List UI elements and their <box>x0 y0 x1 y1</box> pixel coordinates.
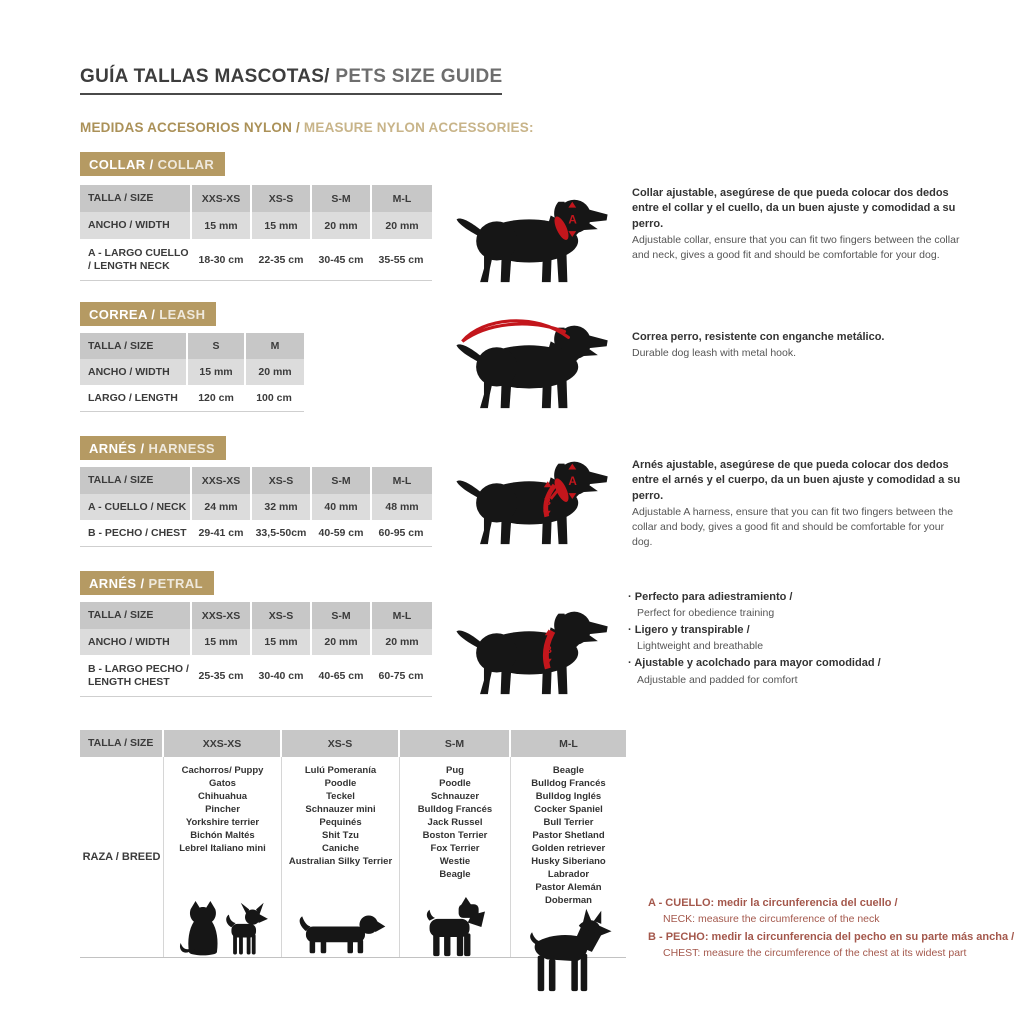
breed-name: Chihuahua <box>197 791 248 802</box>
breed-name: Pincher <box>205 804 240 815</box>
subtitle-spanish: MEDIDAS ACCESORIOS NYLON / <box>80 120 300 135</box>
feature-english: Perfect for obedience training <box>637 607 775 620</box>
breed-name: Pequinés <box>319 817 362 828</box>
header-cell: M-L <box>392 474 412 487</box>
collar-description <box>632 186 964 263</box>
table-row <box>80 385 304 412</box>
page-subtitle <box>80 120 534 135</box>
table-header-row <box>80 185 432 212</box>
header-cell: XS-S <box>282 730 400 757</box>
breed-name: Labrador <box>547 869 590 880</box>
petral-chest-letter: B <box>544 644 552 656</box>
value-cell: 48 mm <box>385 501 419 513</box>
header-cell: XS-S <box>252 467 312 494</box>
value-cell: 15 mm <box>252 212 312 239</box>
harness-size-table <box>80 467 432 547</box>
breed-name: Yorkshire terrier <box>185 817 260 828</box>
breed-name: Doberman <box>545 895 592 906</box>
collar-measure-letter: A <box>568 213 577 227</box>
value-cell: 15 mm <box>192 212 252 239</box>
table-row <box>80 494 432 520</box>
header-cell: XXS-XS <box>192 602 252 629</box>
breed-name: Lebrel Italiano mini <box>179 843 266 854</box>
value-cell: 120 cm <box>188 385 246 411</box>
value-cell: 20 mm <box>258 366 292 378</box>
breed-column-m-l <box>511 757 626 957</box>
badge-label-en: HARNESS <box>148 441 215 456</box>
collar-section-badge <box>80 152 225 176</box>
feature-spanish: · Perfecto para adiestramiento / <box>628 590 973 605</box>
description-english: Durable dog leash with metal hook. <box>632 347 797 360</box>
value-cell: 20 mm <box>312 212 372 239</box>
note-spanish: A - CUELLO: medir la circunferencia del cuello / <box>648 897 898 909</box>
header-cell: XS-S <box>252 185 312 212</box>
breed-name: Schnauzer <box>430 791 480 802</box>
title-spanish: GUÍA TALLAS MASCOTAS/ <box>80 66 330 87</box>
feature-english: Lightweight and breathable <box>637 640 764 653</box>
row-label: LARGO / LENGTH <box>80 385 188 411</box>
breed-name: Caniche <box>322 843 359 854</box>
header-cell: S-M <box>400 730 511 757</box>
header-cell: TALLA / SIZE <box>80 185 192 212</box>
measuring-notes <box>648 896 1020 964</box>
row-label: B - LARGO PECHO / LENGTH CHEST <box>80 655 192 696</box>
header-cell: M-L <box>392 609 412 622</box>
breed-name: Fox Terrier <box>430 843 480 854</box>
feature-item <box>628 623 973 654</box>
breed-name: Poodle <box>324 778 357 789</box>
breed-name: Golden retriever <box>531 843 606 854</box>
doberman-silhouette <box>523 907 615 993</box>
value-cell: 33,5-50cm <box>252 520 312 546</box>
feature-spanish: · Ligero y transpirable / <box>628 623 973 638</box>
harness-description <box>632 458 964 549</box>
value-cell: 25-35 cm <box>192 655 252 696</box>
breed-table-header <box>80 730 626 757</box>
description-spanish: Collar ajustable, asegúrese de que pueda colocar dos dedos entre el collar y el cuello, da un buen ajuste y comodidad a su perro. <box>632 187 956 230</box>
row-label: B - PECHO / CHEST <box>80 520 192 546</box>
title-english: PETS SIZE GUIDE <box>335 66 503 87</box>
breed-size-table <box>80 730 626 958</box>
leash-description <box>632 330 964 361</box>
header-cell: XS-S <box>252 602 312 629</box>
header-cell: M-L <box>392 192 412 205</box>
breed-name: Bulldog Francés <box>531 778 606 789</box>
note-english: CHEST: measure the circumference of the chest at its widest part <box>663 947 967 960</box>
note-item <box>648 896 1020 927</box>
header-cell: TALLA / SIZE <box>80 730 164 757</box>
leash-section-badge <box>80 302 216 326</box>
breed-name: Teckel <box>326 791 355 802</box>
table-row <box>80 239 432 281</box>
dog-with-leash-illustration <box>452 306 620 414</box>
value-cell: 32 mm <box>252 494 312 520</box>
breed-name: Boston Terrier <box>422 830 488 841</box>
breed-column-xxs-xs <box>164 757 282 957</box>
dog-with-collar-illustration <box>452 188 620 288</box>
note-english: NECK: measure the circumference of the neck <box>663 912 880 925</box>
breed-name: Schnauzer mini <box>305 804 376 815</box>
badge-label-en: COLLAR <box>157 157 215 172</box>
page-title <box>80 66 502 95</box>
leash-strap-marker <box>462 321 568 342</box>
value-cell: 40-65 cm <box>312 655 372 696</box>
table-row <box>80 212 432 239</box>
breed-name: Bull Terrier <box>543 817 594 828</box>
breed-name: Jack Russel <box>427 817 483 828</box>
header-cell: S-M <box>312 602 372 629</box>
harness-section-badge <box>80 436 226 460</box>
value-cell: 15 mm <box>252 629 312 655</box>
schnauzer-silhouette <box>424 897 486 957</box>
value-cell: 20 mm <box>312 629 372 655</box>
badge-label-en: PETRAL <box>148 576 203 591</box>
header-cell: S-M <box>312 467 372 494</box>
table-header-row <box>80 467 432 494</box>
collar-size-table <box>80 185 432 281</box>
header-cell: TALLA / SIZE <box>80 333 188 359</box>
breed-name: Pug <box>446 765 464 776</box>
breed-name: Gatos <box>209 778 236 789</box>
header-cell: TALLA / SIZE <box>80 602 192 629</box>
breed-name: Cachorros/ Puppy <box>181 765 264 776</box>
value-cell: 29-41 cm <box>192 520 252 546</box>
breed-name: Bulldog Francés <box>417 804 493 815</box>
feature-item <box>628 656 973 687</box>
value-cell: 30-40 cm <box>252 655 312 696</box>
harness-chest-letter: B <box>543 496 551 508</box>
breed-name: Pastor Alemán <box>535 882 602 893</box>
header-cell: XXS-XS <box>192 185 252 212</box>
header-cell: M-L <box>559 737 578 750</box>
breed-name: Shit Tzu <box>322 830 359 841</box>
table-row <box>80 359 304 385</box>
value-cell: 15 mm <box>192 629 252 655</box>
badge-label-es: COLLAR / <box>89 157 154 172</box>
value-cell: 24 mm <box>192 494 252 520</box>
breed-name: Pastor Shetland <box>532 830 605 841</box>
table-row <box>80 520 432 547</box>
table-header-row <box>80 333 304 359</box>
header-cell: S-M <box>312 185 372 212</box>
breed-name: Bulldog Inglés <box>535 791 602 802</box>
value-cell: 30-45 cm <box>312 239 372 280</box>
description-spanish: Arnés ajustable, asegúrese de que pueda colocar dos dedos entre el arnés y el cuerpo, da un buen ajuste y comodidad a su perro. <box>632 459 961 502</box>
description-english: Adjustable A harness, ensure that you can fit two fingers between the collar and body, gives a good fit and should be comfortable for your dog. <box>632 506 954 548</box>
dachshund-silhouette <box>296 909 386 957</box>
value-cell: 18-30 cm <box>192 239 252 280</box>
feature-spanish: · Ajustable y acolchado para mayor comodidad / <box>628 656 973 671</box>
breed-name: Beagle <box>439 869 471 880</box>
badge-label-es: CORREA / <box>89 307 156 322</box>
feature-item <box>628 590 973 621</box>
harness-neck-letter: A <box>568 475 577 489</box>
value-cell: 20 mm <box>385 219 419 232</box>
badge-label-en: LEASH <box>159 307 206 322</box>
petral-feature-list <box>628 590 973 689</box>
row-label: ANCHO / WIDTH <box>80 212 192 239</box>
value-cell: 100 cm <box>246 385 304 411</box>
note-item <box>648 930 1020 961</box>
breed-name: Australian Silky Terrier <box>288 856 393 867</box>
cat-silhouette <box>177 901 219 957</box>
breed-name: Westie <box>439 856 471 867</box>
value-cell: 22-35 cm <box>252 239 312 280</box>
breed-row-label-cell <box>80 757 164 957</box>
petral-size-table <box>80 602 432 697</box>
description-spanish: Correa perro, resistente con enganche metálico. <box>632 331 885 343</box>
description-english: Adjustable collar, ensure that you can fit two fingers between the collar and neck, gives a good fit and should be comfortable for your dog. <box>632 234 960 261</box>
value-cell: 35-55 cm <box>372 239 432 280</box>
note-spanish: B - PECHO: medir la circunferencia del pecho en su parte más ancha / <box>648 931 1015 944</box>
breed-name: Poodle <box>439 778 471 789</box>
badge-label-es: ARNÉS / <box>89 441 145 456</box>
row-label: ANCHO / WIDTH <box>80 359 188 385</box>
value-cell: 60-75 cm <box>372 655 432 696</box>
breed-column-xs-s <box>282 757 400 957</box>
row-label: ANCHO / WIDTH <box>80 629 192 655</box>
breed-name: Lulú Pomeranía <box>304 765 377 776</box>
table-header-row <box>80 602 432 629</box>
header-cell: M <box>270 340 280 352</box>
value-cell: 40 mm <box>312 494 372 520</box>
chihuahua-silhouette <box>221 901 269 957</box>
subtitle-english: MEASURE NYLON ACCESSORIES: <box>303 120 534 135</box>
header-cell: TALLA / SIZE <box>80 467 192 494</box>
value-cell: 15 mm <box>188 359 246 385</box>
breed-name: Bichón Maltés <box>190 830 255 841</box>
value-cell: 40-59 cm <box>312 520 372 546</box>
header-cell: XXS-XS <box>192 467 252 494</box>
header-cell: XXS-XS <box>164 730 282 757</box>
leash-size-table <box>80 333 304 412</box>
row-label: A - LARGO CUELLO / LENGTH NECK <box>80 239 192 280</box>
breed-row-label: RAZA / BREED <box>82 850 161 863</box>
table-row <box>80 655 432 697</box>
breed-column-s-m <box>400 757 511 957</box>
value-cell: 20 mm <box>385 636 419 648</box>
table-row <box>80 629 432 655</box>
breed-name: Husky Siberiano <box>531 856 606 867</box>
row-label: A - CUELLO / NECK <box>80 494 192 520</box>
badge-label-es: ARNÉS / <box>89 576 145 591</box>
breed-name: Beagle <box>552 765 585 776</box>
header-cell: S <box>188 333 246 359</box>
dog-with-petral-illustration <box>452 594 620 702</box>
breed-name: Cocker Spaniel <box>534 804 603 815</box>
value-cell: 60-95 cm <box>372 520 432 546</box>
breed-table-body <box>80 757 626 958</box>
dog-with-harness-illustration <box>452 444 620 552</box>
petral-section-badge <box>80 571 214 595</box>
feature-english: Adjustable and padded for comfort <box>637 673 798 686</box>
